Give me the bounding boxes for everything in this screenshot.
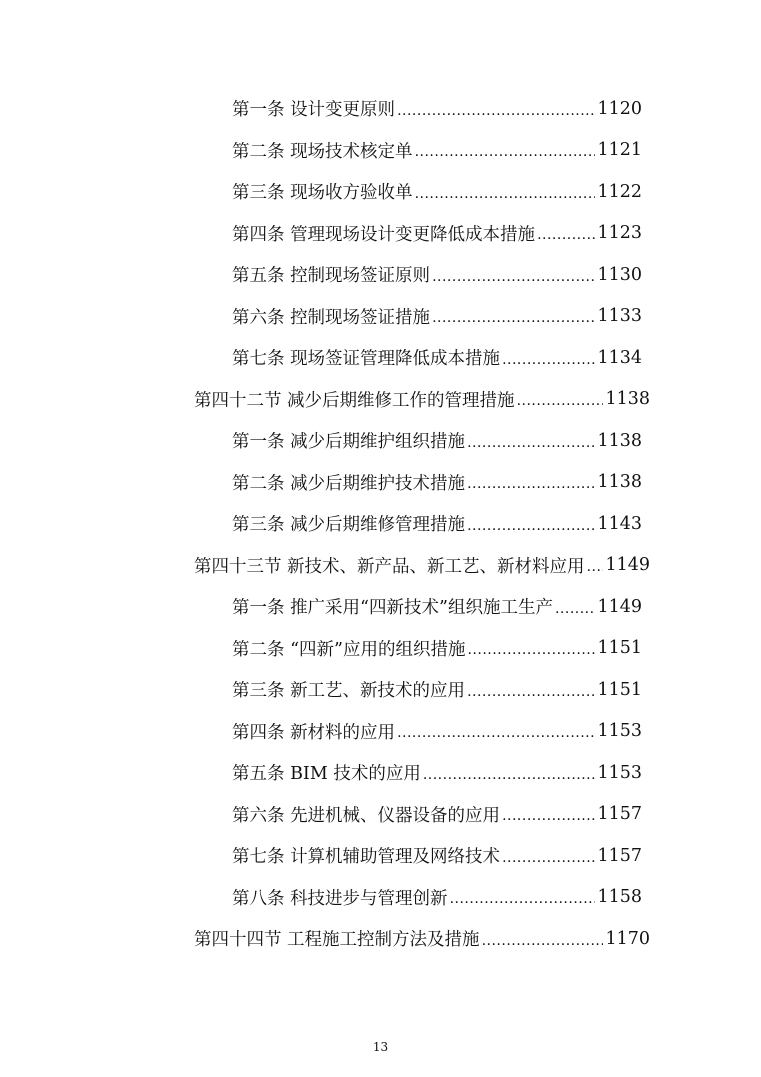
toc-entry-title: 第六条 控制现场签证措施 — [232, 307, 431, 328]
toc-entry-page-number: 1153 — [597, 762, 642, 783]
toc-entry-title: 第二条 现场技术核定单 — [232, 141, 413, 162]
toc-article-entry[interactable] — [0, 628, 642, 670]
toc-entry-page-number: 1138 — [597, 430, 642, 451]
toc-article-entry[interactable] — [0, 88, 642, 130]
dot-leader — [482, 933, 604, 960]
dot-leader — [397, 103, 595, 130]
toc-entry-page-number: 1170 — [605, 928, 650, 949]
toc-entry-title: 第三条 减少后期维修管理措施 — [232, 515, 466, 536]
table-of-contents — [0, 88, 761, 960]
toc-entry-page-number: 1133 — [597, 306, 642, 327]
toc-entry-title: 第七条 现场签证管理降低成本措施 — [232, 349, 501, 370]
toc-article-entry[interactable] — [0, 586, 642, 628]
toc-entry-page-number: 1130 — [597, 264, 642, 285]
toc-article-entry[interactable] — [0, 462, 642, 504]
toc-entry-title: 第四条 管理现场设计变更降低成本措施 — [232, 224, 536, 245]
toc-article-entry[interactable] — [0, 254, 642, 296]
toc-entry-page-number: 1121 — [597, 140, 642, 161]
dot-leader — [587, 559, 604, 586]
toc-entry-page-number: 1157 — [597, 845, 642, 866]
toc-entry-title: 第八条 科技进步与管理创新 — [232, 888, 448, 909]
toc-article-entry[interactable] — [0, 835, 642, 877]
dot-leader — [467, 642, 595, 669]
toc-section-entry[interactable] — [0, 918, 650, 960]
toc-entry-page-number: 1157 — [597, 804, 642, 825]
toc-entry-page-number: 1120 — [597, 98, 642, 119]
toc-entry-page-number: 1122 — [597, 181, 642, 202]
dot-leader — [450, 891, 596, 918]
toc-entry-title: 第四十四节 工程施工控制方法及措施 — [194, 930, 480, 951]
dot-leader — [502, 352, 595, 379]
dot-leader — [423, 767, 596, 794]
dot-leader — [537, 227, 595, 254]
toc-article-entry[interactable] — [0, 503, 642, 545]
dot-leader — [517, 393, 604, 420]
toc-entry-title: 第一条 推广采用“四新技术”组织施工生产 — [232, 598, 553, 619]
toc-entry-page-number: 1138 — [597, 472, 642, 493]
toc-section-entry[interactable] — [0, 379, 650, 421]
toc-article-entry[interactable] — [0, 130, 642, 172]
toc-entry-title: 第二条 减少后期维护技术措施 — [232, 473, 466, 494]
toc-entry-title: 第一条 设计变更原则 — [232, 100, 396, 121]
dot-leader — [555, 601, 595, 628]
toc-article-entry[interactable] — [0, 296, 642, 338]
toc-article-entry[interactable] — [0, 752, 642, 794]
dot-leader — [415, 144, 596, 171]
toc-article-entry[interactable] — [0, 213, 642, 255]
toc-entry-title: 第五条 控制现场签证原则 — [232, 266, 431, 287]
dot-leader — [467, 684, 595, 711]
toc-entry-title: 第四十三节 新技术、新产品、新工艺、新材料应用 — [194, 556, 585, 577]
page-number: 13 — [372, 1040, 389, 1054]
toc-article-entry[interactable] — [0, 711, 642, 753]
toc-entry-title: 第一条 减少后期维护组织措施 — [232, 432, 466, 453]
dot-leader — [467, 435, 595, 462]
dot-leader — [397, 725, 595, 752]
toc-entry-page-number: 1151 — [597, 638, 642, 659]
toc-entry-title: 第六条 先进机械、仪器设备的应用 — [232, 805, 501, 826]
dot-leader — [432, 269, 595, 296]
toc-article-entry[interactable] — [0, 794, 642, 836]
toc-entry-title: 第七条 计算机辅助管理及网络技术 — [232, 847, 501, 868]
toc-article-entry[interactable] — [0, 420, 642, 462]
toc-entry-title: 第四十二节 减少后期维修工作的管理措施 — [194, 390, 515, 411]
toc-entry-title: 第二条 “四新”应用的组织措施 — [232, 639, 466, 660]
toc-entry-page-number: 1153 — [597, 721, 642, 742]
dot-leader — [415, 186, 596, 213]
toc-entry-title: 第五条 BIM 技术的应用 — [232, 764, 421, 785]
toc-article-entry[interactable] — [0, 877, 642, 919]
toc-entry-page-number: 1149 — [605, 555, 650, 576]
toc-entry-page-number: 1134 — [597, 347, 642, 368]
toc-entry-page-number: 1143 — [597, 513, 642, 534]
dot-leader — [502, 850, 595, 877]
toc-article-entry[interactable] — [0, 337, 642, 379]
dot-leader — [467, 518, 595, 545]
toc-entry-title: 第四条 新材料的应用 — [232, 722, 396, 743]
dot-leader — [467, 476, 595, 503]
toc-article-entry[interactable] — [0, 171, 642, 213]
toc-entry-title: 第三条 现场收方验收单 — [232, 183, 413, 204]
toc-entry-page-number: 1149 — [597, 596, 642, 617]
toc-entry-page-number: 1138 — [605, 389, 650, 410]
toc-entry-page-number: 1151 — [597, 679, 642, 700]
toc-entry-title: 第三条 新工艺、新技术的应用 — [232, 681, 466, 702]
toc-article-entry[interactable] — [0, 669, 642, 711]
dot-leader — [502, 808, 595, 835]
dot-leader — [432, 310, 595, 337]
toc-entry-page-number: 1123 — [597, 223, 642, 244]
toc-section-entry[interactable] — [0, 545, 650, 587]
toc-entry-page-number: 1158 — [597, 887, 642, 908]
